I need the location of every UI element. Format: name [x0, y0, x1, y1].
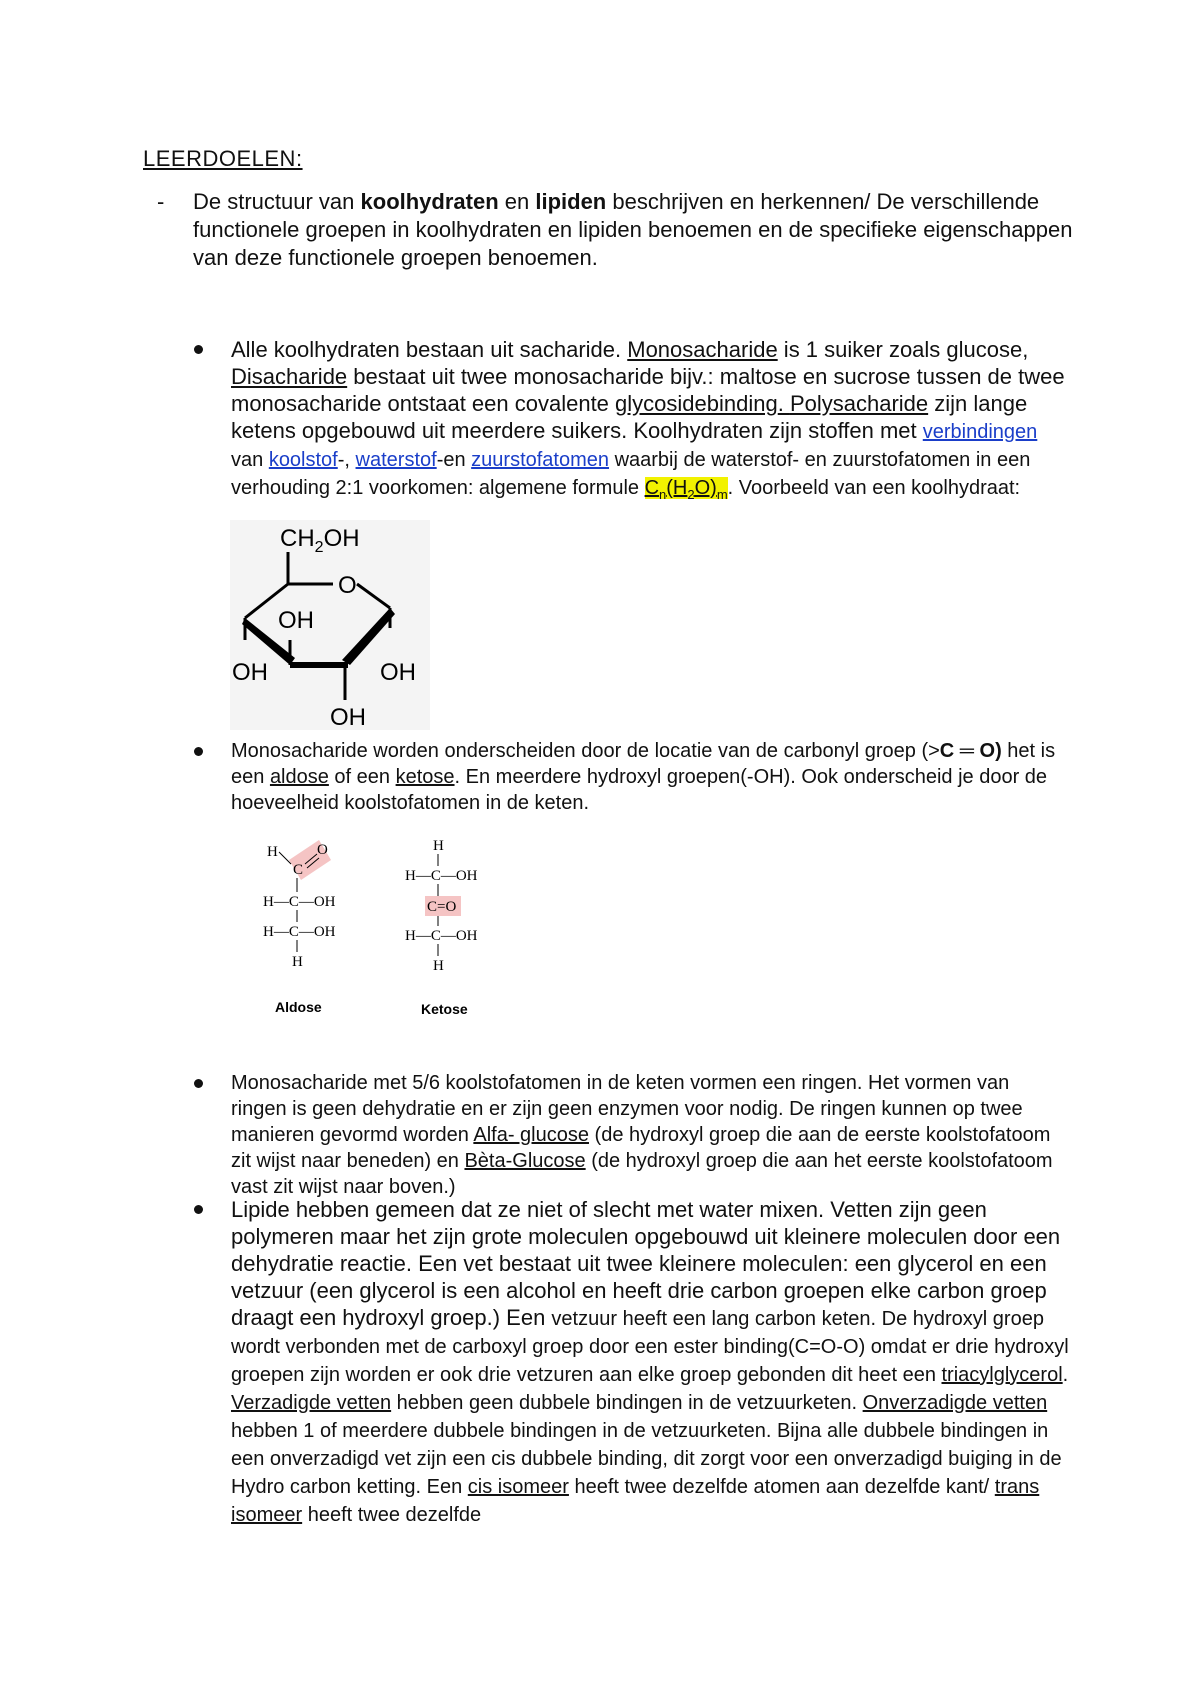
oh-left-label: OH	[232, 659, 268, 686]
bullet-dot-icon	[194, 1205, 203, 1214]
bullet-koolhydraten	[194, 336, 1069, 508]
aldose-h-top: H	[267, 844, 278, 860]
bullet-text: Lipide hebben gemeen dat ze niet of slecht met water mixen. Vetten zijn geen polymeren maar het zijn grote moleculen opgebouwd uit kleinere moleculen door een dehydratie reactie. Een vet bestaat uit twee kleinere moleculen: een glycerol en een vetzuur (een glycerol is een alcohol en heeft drie carbon groepen elke carbon groep draagt een hydroxyl groep.) Een vetzuur heeft een lang carbon keten. De hydroxyl groep wordt verbonden met de carboxyl groep door een ester binding(C=O-O) omdat er drie hydroxyl groepen zijn worden er ook drie vetzuren aan elke groep gebonden dit heet een triacylglycerol. Verzadigde vetten hebben geen dubbele bindingen in de vetzuurketen. Onverzadigde vetten hebben 1 of meerdere dubbele bindingen in de vetzuurketen. Bijna alle dubbele bindingen in een onverzadigd vet zijn een cis dubbele binding, dit zorgt voor een onverzadigd buiging in de Hydro carbon ketting. Een cis isomeer heeft twee dezelfde atomen aan dezelfde kant/ trans isomeer heeft twee dezelfde	[231, 1197, 1069, 1526]
heading: LEERDOELEN:	[143, 146, 303, 171]
oh-bottom-label: OH	[330, 704, 366, 730]
ch2oh-label: $CH_2OH$	[280, 525, 360, 556]
oh-right-label: OH	[380, 659, 416, 686]
aldose-h-bottom: H	[292, 954, 303, 970]
oh-middle-label: OH	[278, 607, 314, 634]
link-koolstof[interactable]: koolstof	[268, 449, 338, 471]
objective-text: De structuur van koolhydraten en lipiden beschrijven en herkennen/ De verschillende functionele groepen in koolhydraten en lipiden benoemen en de specifieke eigenschappen van deze functionele groepen benoemen.	[193, 189, 1073, 270]
ketose-label: Ketose	[421, 1001, 468, 1017]
ketose-h-bottom: H	[433, 958, 444, 974]
aldose-hcoh-1: H—C—OH	[263, 894, 336, 910]
ketose-hcoh-2: H—C—OH	[405, 928, 478, 944]
aldose-hcoh-2: H—C—OH	[263, 924, 336, 940]
objective-item	[143, 188, 1073, 272]
bullet-text: Alle koolhydraten bestaan uit sacharide. Monosacharide is 1 suiker zoals glucose, Disacharide bestaat uit twee monosacharide bijv.: maltose en sucrose tussen de twee monosacharide ontstaat een covalente glycosidebinding. Polysacharide zijn lange ketens opgebouwd uit meerdere suikers. Koolhydraten zijn stoffen met verbindingen van koolstof-, waterstof-en zuurstofatomen waarbij de waterstof- en zuurstofatomen in een verhouding 2:1 voorkomen: algemene formule $C_n(H_2O)_m$. Voorbeeld van een koolhydraat:	[231, 337, 1065, 502]
aldose-label: Aldose	[275, 999, 322, 1015]
link-zuurstofatomen[interactable]: zuurstofatomen	[471, 449, 610, 471]
bullet-text: Monosacharide worden onderscheiden door de locatie van de carbonyl groep (>C ═ O) het is een aldose of een ketose. En meerdere hydroxyl groepen(-OH). Ook onderscheid je door de hoeveelheid koolstofatomen in de keten.	[231, 740, 1056, 814]
link-verbindingen[interactable]: verbindingen	[922, 421, 1038, 443]
general-formula: $C_n(H_2O)_m$	[644, 477, 728, 502]
aldose-o: O	[317, 842, 328, 858]
bullet-dot-icon	[194, 1079, 203, 1088]
bullet-text: Monosacharide met 5/6 koolstofatomen in de keten vormen een ringen. Het vormen van ringen is geen dehydratie en er zijn geen enzymen voor nodig. De ringen kunnen op twee manieren gevormd worden Alfa- glucose (de hydroxyl groep die aan de eerste koolstofatoom zit wijst naar beneden) en Bèta-Glucose (de hydroxyl groep die aan het eerste koolstofatoom vast zit wijst naar boven.)	[231, 1072, 1053, 1198]
glucose-structure-figure	[230, 520, 430, 730]
aldose-c: C	[293, 862, 304, 878]
bullet-dot-icon	[194, 747, 203, 756]
bullet-dot-icon	[194, 345, 203, 354]
link-waterstof[interactable]: waterstof	[355, 449, 437, 471]
bullet-ringvorming	[194, 1070, 1069, 1200]
ketose-co: C=O	[427, 899, 457, 915]
aldose-structure	[263, 840, 336, 1015]
bullet-monosacharide-carbonyl	[194, 738, 1069, 816]
aldose-ketose-figure	[255, 838, 515, 1023]
ketose-h-top: H	[433, 838, 444, 854]
bullet-lipiden	[194, 1196, 1069, 1528]
dash-bullet: -	[157, 189, 165, 214]
ketose-structure	[405, 838, 478, 1017]
ketose-hcoh-1: H—C—OH	[405, 868, 478, 884]
ring-oxygen-label: O	[338, 572, 357, 599]
